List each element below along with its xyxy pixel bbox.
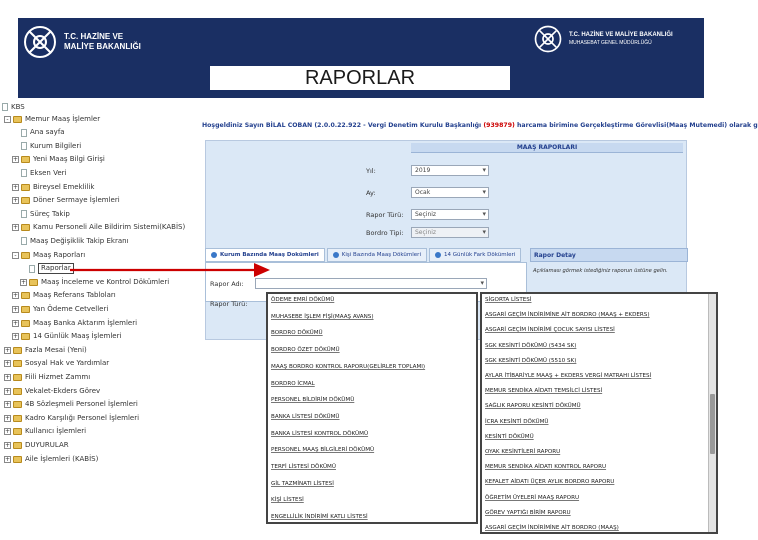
ministry-logo-left — [22, 24, 141, 60]
right-logo-line1: T.C. HAZİNE VE MALİYE BAKANLIĞI — [569, 32, 673, 38]
tree-item-label: Bireysel Emeklilik — [33, 182, 95, 191]
expand-icon[interactable]: + — [5, 401, 11, 409]
report-option[interactable]: KESİNTİ DÖKÜMÜ — [485, 433, 534, 440]
tree-item-label: Fazla Mesai (Yeni) — [25, 345, 87, 354]
tab-label: Kişi Bazında Maaş Dökümleri — [341, 252, 421, 258]
report-list-dropdown-left[interactable] — [266, 292, 478, 524]
report-option[interactable]: ÖĞRETİM ÜYELERİ MAAŞ RAPORU — [485, 494, 580, 501]
tree-item-label: Kadro Karşılığı Personel İşlemleri — [25, 413, 140, 422]
document-icon — [21, 169, 27, 177]
tab-icon — [333, 252, 339, 258]
tree-item[interactable] — [12, 291, 116, 301]
report-option[interactable]: MEMUR SENDİKA AİDATI KONTROL RAPORU — [485, 464, 607, 471]
tab-label: Kurum Bazında Maaş Dokümleri — [220, 252, 319, 258]
tree-item-label: Vekalet-Ekders Görev — [25, 386, 101, 395]
folder-icon — [13, 360, 22, 367]
collapse-icon[interactable]: - — [4, 116, 11, 123]
expand-icon[interactable]: + — [13, 292, 19, 300]
report-option[interactable]: KİŞİ LİSTESİ — [271, 497, 304, 504]
report-option[interactable]: BORDRO İCMAL — [271, 380, 315, 387]
report-option[interactable]: ASGARİ GEÇİM İNDİRİMİNE AİT BORDRO (MAAŞ) — [485, 525, 619, 531]
tree-item[interactable] — [4, 427, 86, 437]
tree-item[interactable] — [4, 345, 87, 355]
expand-icon[interactable]: + — [5, 346, 11, 354]
report-list-dropdown-right[interactable] — [480, 292, 718, 534]
report-name-select[interactable] — [255, 278, 487, 289]
folder-icon — [21, 333, 30, 340]
expand-icon[interactable]: + — [13, 197, 19, 205]
left-logo-line2: MALİYE BAKANLIĞI — [64, 42, 141, 51]
expand-icon[interactable]: + — [13, 305, 19, 313]
expand-icon[interactable]: + — [5, 441, 11, 449]
expand-icon[interactable]: + — [13, 333, 19, 341]
tree-item-label: Kurum Bilgileri — [30, 141, 82, 150]
tree-item-label: Maaş İnceleme ve Kontrol Dökümleri — [41, 277, 170, 286]
folder-icon — [13, 401, 22, 408]
report-option[interactable]: ASGARİ GEÇİM İNDİRİMİNE AİT BORDRO (MAAŞ + EKDERS) — [485, 312, 650, 319]
welcome-message — [202, 122, 758, 129]
folder-icon — [13, 456, 22, 463]
report-option[interactable]: PERSONEL BİLDİRİM DÖKÜMÜ — [271, 397, 355, 404]
tree-item-label: Fiili Hizmet Zammı — [25, 372, 91, 381]
expand-icon[interactable]: + — [5, 360, 11, 368]
report-option[interactable]: GÖREV YAPTIĞI BİRİM RAPORU — [485, 509, 571, 516]
tree-item[interactable] — [4, 386, 100, 396]
panel-title: MAAŞ RAPORLARI — [411, 143, 683, 153]
tree-item[interactable] — [12, 168, 66, 178]
report-option[interactable]: AYLAR İTİBARİYLE MAAŞ + EKDERS VERGİ MATRAHI LİSTESİ — [485, 373, 652, 379]
tree-item-label: 14 Günlük Maaş İşlemleri — [33, 332, 122, 341]
tree-item[interactable] — [12, 155, 105, 165]
tree-item[interactable] — [12, 304, 108, 314]
tree-item-label: DUYURULAR — [25, 440, 69, 449]
tree-item-label: Maaş Referans Tabloları — [33, 291, 116, 300]
tree-item[interactable] — [12, 182, 94, 192]
red-arrow-icon — [70, 262, 270, 278]
tree-item-label: Aile İşlemleri (KABİS) — [25, 454, 99, 463]
tree-item[interactable] — [4, 454, 98, 464]
month-select[interactable]: Ocak ▾ — [411, 187, 489, 198]
tree-item[interactable] — [20, 277, 169, 287]
folder-icon — [21, 306, 30, 313]
tree-item-label: Süreç Takip — [30, 209, 70, 218]
report-option[interactable]: SAĞLIK RAPORU KESİNTİ DÖKÜMÜ — [485, 403, 581, 410]
year-label: Yıl: — [366, 167, 376, 175]
report-detail-text: Açıklaması görmek istediğiniz raporun üstüne gelin. — [533, 268, 668, 274]
folder-icon — [13, 374, 22, 381]
report-tabs — [205, 248, 521, 262]
tree-item[interactable] — [4, 372, 90, 382]
expand-icon[interactable]: + — [13, 156, 19, 164]
month-label: Ay: — [366, 189, 376, 197]
tree-root[interactable] — [2, 102, 25, 112]
tree-root-label: KBS — [11, 102, 25, 111]
tab-institution-reports[interactable] — [205, 248, 325, 262]
ministry-emblem-icon — [22, 24, 58, 60]
expand-icon[interactable]: + — [21, 278, 27, 286]
tree-item[interactable] — [20, 264, 74, 274]
folder-icon — [13, 428, 22, 435]
expand-icon[interactable]: + — [5, 373, 11, 381]
navigation-tree — [0, 100, 200, 540]
report-option[interactable]: MUHASEBE İŞLEM FİŞİ(MAAŞ AVANS) — [271, 313, 374, 320]
tree-item[interactable] — [12, 128, 65, 138]
tree-item-label: Maaş Değişiklik Takip Ekranı — [30, 236, 129, 245]
ministry-emblem-icon — [533, 24, 563, 54]
tree-item[interactable] — [12, 223, 185, 233]
expand-icon[interactable]: + — [5, 428, 11, 436]
tree-item-label: 4B Sözleşmeli Personel İşlemleri — [25, 400, 138, 409]
report-kind-label: Rapor Türü: — [210, 300, 248, 308]
expand-icon[interactable]: + — [13, 224, 19, 232]
expand-icon[interactable]: + — [5, 387, 11, 395]
report-name-label: Rapor Adı: — [210, 280, 244, 288]
report-option[interactable]: BORDRO ÖZET DÖKÜMÜ — [271, 347, 340, 354]
year-select[interactable]: 2019 ▾ — [411, 165, 489, 176]
unit-code: (939879) — [483, 122, 515, 129]
welcome-suffix: harcama birimine Gerçekleştirme Görevlisi(Maaş Mutemedi) olarak g — [517, 122, 758, 129]
tree-item[interactable] — [12, 318, 137, 328]
folder-icon — [13, 388, 22, 395]
report-option[interactable]: SGK KESİNTİ DÖKÜMÜ (5434 SK) — [485, 342, 577, 349]
folder-icon — [13, 116, 22, 123]
folder-icon — [21, 252, 30, 259]
document-icon — [21, 142, 27, 150]
tree-item-label: Ana sayfa — [30, 128, 65, 137]
tree-item-label: Maaş Banka Aktarım İşlemleri — [33, 318, 138, 327]
report-option[interactable]: MAAŞ BORDRO KONTROL RAPORU(GELİRLER TOPLAMI) — [271, 363, 426, 370]
report-option[interactable]: SGK KESİNTİ DÖKÜMÜ (5510 SK) — [485, 357, 577, 364]
tree-item[interactable] — [12, 250, 85, 260]
root-icon — [2, 103, 8, 111]
tab-icon — [211, 252, 217, 258]
tree-item-label: Maaş Raporları — [33, 250, 86, 259]
tree-item-label: Sosyal Hak ve Yardımlar — [25, 359, 110, 368]
folder-icon — [21, 197, 30, 204]
expand-icon[interactable]: + — [5, 414, 11, 422]
dropdown-scrollbar[interactable] — [708, 294, 716, 532]
right-logo-line2: MUHASEBAT GENEL MÜDÜRLÜĞÜ — [569, 40, 652, 46]
report-option[interactable]: GİL TAZMİNATI LİSTESİ — [271, 480, 334, 487]
tree-item-label: Yeni Maaş Bilgi Girişi — [33, 155, 105, 164]
expand-icon[interactable]: + — [13, 183, 19, 191]
folder-icon — [13, 442, 22, 449]
folder-icon — [13, 347, 22, 354]
report-option[interactable]: SİGORTA LİSTESİ — [485, 297, 532, 303]
tree-item[interactable] — [4, 400, 138, 410]
left-logo-line1: T.C. HAZİNE VE — [64, 32, 124, 41]
tree-item-label: Memur Maaş İşlemler — [25, 114, 101, 123]
document-icon — [29, 265, 35, 273]
tab-person-reports[interactable] — [327, 248, 427, 262]
report-option[interactable]: MEMUR SENDİKA AİDATI TEMSİLCİ LİSTESİ — [485, 388, 603, 395]
document-icon — [21, 237, 27, 245]
tree-item[interactable] — [12, 196, 120, 206]
report-option[interactable]: BANKA LİSTESİ KONTROL DÖKÜMÜ — [271, 430, 369, 437]
tree-item[interactable] — [12, 236, 129, 246]
report-option[interactable]: İCRA KESİNTİ DÖKÜMÜ — [485, 418, 549, 425]
folder-icon — [13, 415, 22, 422]
folder-icon — [21, 184, 30, 191]
folder-icon — [29, 279, 38, 286]
report-option[interactable]: KEFALET AİDATI ÜÇER AYLIK BORDRO RAPORU — [485, 479, 615, 486]
tree-item-label: Eksen Veri — [30, 168, 67, 177]
tree-item-label: Kamu Personeli Aile Bildirim Sistemi(KABİS) — [33, 223, 186, 232]
report-option[interactable]: ENGELLİLİK İNDİRİMİ KATLI LİSTESİ — [271, 514, 368, 521]
tree-item-label: Kullanıcı İşlemleri — [25, 427, 87, 436]
report-option[interactable]: BANKA LİSTESİ DÖKÜMÜ — [271, 413, 340, 420]
expand-icon[interactable]: + — [5, 455, 11, 463]
slide-title: RAPORLAR — [210, 66, 510, 90]
folder-icon — [21, 156, 30, 163]
payroll-type-label: Bordro Tipi: — [366, 229, 404, 237]
tree-item[interactable] — [4, 413, 139, 423]
tree-item[interactable] — [4, 359, 109, 369]
folder-icon — [21, 224, 30, 231]
payroll-type-select[interactable]: Seçiniz ▾ — [411, 227, 489, 238]
report-type-label: Rapor Türü: — [366, 211, 404, 219]
report-option[interactable]: TERFİ LİSTESİ DÖKÜMÜ — [271, 464, 336, 470]
tree-item[interactable] — [4, 440, 69, 450]
report-option[interactable]: BORDRO DÖKÜMÜ — [271, 330, 323, 337]
tree-item[interactable] — [4, 114, 100, 124]
tree-item[interactable] — [12, 209, 70, 219]
ministry-logo-right — [533, 24, 673, 54]
welcome-prefix: Hoşgeldiniz Sayın BİLAL COBAN (2.0.0.22.922 - Vergi Denetim Kurulu Başkanlığı — [202, 122, 482, 129]
report-type-select[interactable]: Seçiniz ▾ — [411, 209, 489, 220]
collapse-icon[interactable]: - — [12, 252, 19, 259]
expand-icon[interactable]: + — [13, 319, 19, 327]
report-option[interactable]: ÖDEME EMRİ DÖKÜMÜ — [271, 297, 335, 303]
tree-item-label: Döner Sermaye İşlemleri — [33, 196, 120, 205]
tree-item[interactable] — [12, 141, 81, 151]
folder-icon — [21, 320, 30, 327]
report-option[interactable]: ASGARİ GEÇİM İNDİRİMİ ÇOCUK SAYISI LİSTESİ — [485, 327, 615, 334]
tree-item-label: Raporlar — [38, 263, 74, 274]
folder-icon — [21, 292, 30, 299]
tab-14-day-reports[interactable] — [429, 248, 521, 262]
document-icon — [21, 129, 27, 137]
document-icon — [21, 210, 27, 218]
scrollbar-thumb[interactable] — [710, 394, 715, 454]
tab-icon — [435, 252, 441, 258]
report-option[interactable]: PERSONEL MAAŞ BİLGİLERİ DÖKÜMÜ — [271, 447, 375, 454]
tab-label: 14 Günlük Fark Dökümleri — [443, 252, 516, 258]
tree-item[interactable] — [12, 332, 121, 342]
report-option[interactable]: OYAK KESİNTİLERİ RAPORU — [485, 449, 561, 455]
report-detail-header: Rapor Detay — [530, 248, 688, 262]
tree-item-label: Yan Ödeme Cetvelleri — [33, 304, 109, 313]
